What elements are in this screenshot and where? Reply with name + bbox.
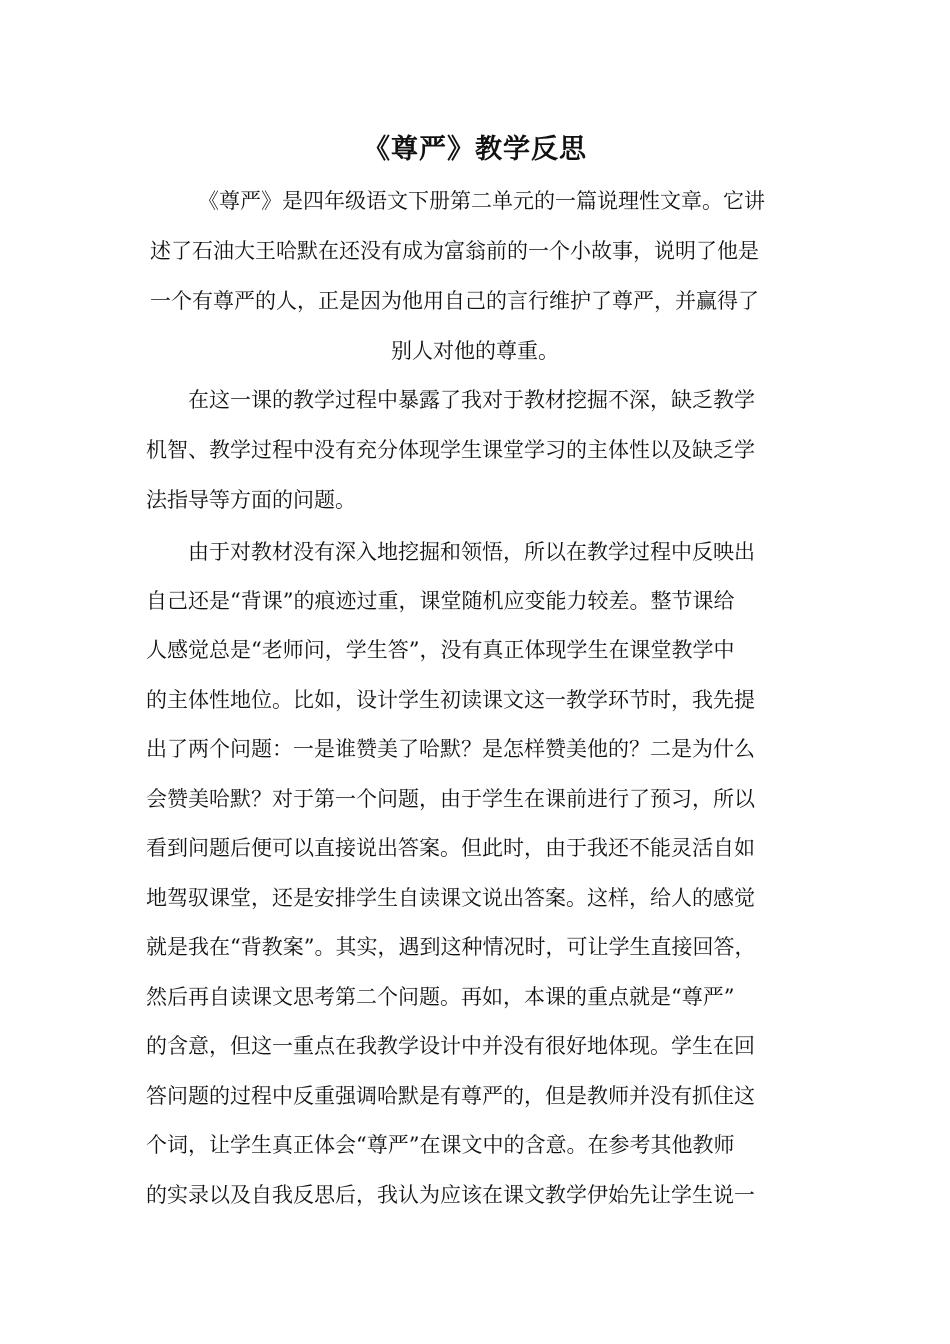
paragraph-3-line-9: 就是我在“背教案”。其实，遇到这种情况时，可让学生直接回答， [146, 935, 756, 959]
paragraph-3-line-11: 的含意，但这一重点在我教学设计中并没有很好地体现。学生在回 [146, 1034, 755, 1058]
paragraph-3-line-2: 自己还是“背课”的痕迹过重，课堂随机应变能力较差。整节课给 [146, 589, 735, 613]
paragraph-3-line-12: 答问题的过程中反重强调哈默是有尊严的，但是教师并没有抓住这 [146, 1084, 755, 1108]
paragraph-3-line-3: 人感觉总是“老师问，学生答”，没有真正体现学生在课堂教学中 [146, 638, 735, 662]
paragraph-3-line-10: 然后再自读课文思考第二个问题。再如，本课的重点就是“尊严” [146, 985, 735, 1009]
paragraph-3-line-4: 的主体性地位。比如，设计学生初读课文这一教学环节时，我先提 [146, 688, 755, 712]
paragraph-3-line-13: 个词，让学生真正体会“尊严”在课文中的含意。在参考其他教师 [146, 1133, 735, 1157]
paragraph-1-line-3: 一个有尊严的人，正是因为他用自己的言行维护了尊严，并赢得了 [150, 289, 759, 313]
paragraph-1-line-4: 别人对他的尊重。 [391, 339, 559, 363]
paragraph-3-line-7: 看到问题后便可以直接说出答案。但此时，由于我还不能灵活自如 [146, 836, 755, 860]
paragraph-2-line-2: 机智、教学过程中没有充分体现学生课堂学习的主体性以及缺乏学 [146, 438, 755, 462]
paragraph-1-line-2: 述了石油大王哈默在还没有成为富翁前的一个小故事，说明了他是 [150, 239, 759, 263]
paragraph-3-line-6: 会赞美哈默？对于第一个问题，由于学生在课前进行了预习，所以 [146, 787, 755, 811]
paragraph-3-line-8: 地驾驭课堂，还是安排学生自读课文说出答案。这样，给人的感觉 [146, 886, 755, 910]
paragraph-3-line-14: 的实录以及自我反思后，我认为应该在课文教学伊始先让学生说一 [146, 1183, 755, 1207]
paragraph-2-line-1: 在这一课的教学过程中暴露了我对于教材挖掘不深，缺乏教学 [188, 388, 755, 412]
paragraph-2-line-3: 法指导等方面的问题。 [146, 488, 356, 512]
document-title: 《尊严》教学反思 [363, 134, 587, 165]
paragraph-1-line-1: 《尊严》是四年级语文下册第二单元的一篇说理性文章。它讲 [198, 189, 765, 213]
paragraph-3-line-5: 出了两个问题：一是谁赞美了哈默？是怎样赞美他的？二是为什么 [146, 737, 755, 761]
paragraph-3-line-1: 由于对教材没有深入地挖掘和领悟，所以在教学过程中反映出 [188, 540, 755, 564]
